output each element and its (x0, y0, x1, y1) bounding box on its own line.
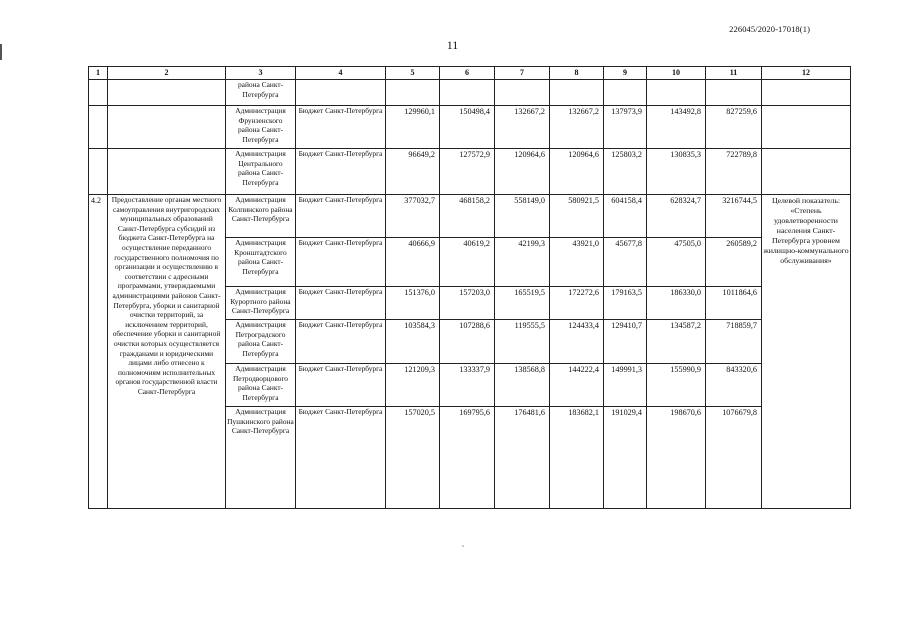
cell-value: 129960,1 (386, 106, 440, 149)
cell-value (604, 80, 647, 106)
cell-value: 155990,9 (647, 364, 706, 407)
cell-source: Бюджет Санкт-Петербурга (296, 407, 386, 509)
cell-value: 722789,8 (706, 149, 762, 195)
cell-value: 107288,6 (440, 320, 495, 364)
column-header: 12 (762, 67, 851, 80)
cell-value: 120964,6 (550, 149, 604, 195)
cell-source (296, 80, 386, 106)
cell-value (647, 80, 706, 106)
budget-table (88, 66, 851, 509)
column-header: 2 (108, 67, 226, 80)
cell-value: 134587,2 (647, 320, 706, 364)
cell-value: 96649,2 (386, 149, 440, 195)
column-header: 9 (604, 67, 647, 80)
table-row (89, 80, 851, 106)
cell-number (89, 80, 108, 106)
cell-executor: Администрация Кронштадтского района Санкт-Петербурга (226, 238, 296, 287)
cell-source: Бюджет Санкт-Петербурга (296, 320, 386, 364)
cell-value: 42199,3 (495, 238, 550, 287)
cell-value: 558149,0 (495, 195, 550, 238)
cell-value (495, 80, 550, 106)
cell-description (108, 149, 226, 195)
cell-value: 604158,4 (604, 195, 647, 238)
cell-indicator (762, 149, 851, 195)
cell-value: 3216744,5 (706, 195, 762, 238)
cell-value: 183682,1 (550, 407, 604, 509)
target-indicator: Целевой показатель: «Степень удовлетворенности населения Санкт-Петербурга уровнем жилищно-коммунального обслуживания» (762, 195, 851, 509)
cell-value: 119555,5 (495, 320, 550, 364)
column-header: 7 (495, 67, 550, 80)
cell-value: 628324,7 (647, 195, 706, 238)
cell-value: 40619,2 (440, 238, 495, 287)
cell-value (550, 80, 604, 106)
cell-value: 121209,3 (386, 364, 440, 407)
cell-value: 150498,4 (440, 106, 495, 149)
header-row (89, 67, 851, 80)
cell-value: 157020,5 (386, 407, 440, 509)
column-header: 10 (647, 67, 706, 80)
cell-value: 132667,2 (550, 106, 604, 149)
cell-executor: Администрация Колпинского района Санкт-Петербурга (226, 195, 296, 238)
column-header: 3 (226, 67, 296, 80)
cell-value: 377032,7 (386, 195, 440, 238)
cell-value: 169795,6 (440, 407, 495, 509)
cell-value: 103584,3 (386, 320, 440, 364)
cell-executor: района Санкт-Петербурга (226, 80, 296, 106)
cell-description (108, 80, 226, 106)
table-row (89, 106, 851, 149)
document-id: 226045/2020-17018(1) (729, 24, 810, 34)
cell-value (440, 80, 495, 106)
cell-value: 124433,4 (550, 320, 604, 364)
column-header: 5 (386, 67, 440, 80)
cell-value: 1076679,8 (706, 407, 762, 509)
cell-value: 138568,8 (495, 364, 550, 407)
cell-executor: Администрация Фрунзенского района Санкт-Петербурга (226, 106, 296, 149)
cell-source: Бюджет Санкт-Петербурга (296, 238, 386, 287)
cell-value: 1011864,6 (706, 287, 762, 320)
column-header: 1 (89, 67, 108, 80)
cell-value: 176481,6 (495, 407, 550, 509)
cell-source: Бюджет Санкт-Петербурга (296, 287, 386, 320)
cell-value: 129410,7 (604, 320, 647, 364)
cell-value: 43921,0 (550, 238, 604, 287)
cell-source: Бюджет Санкт-Петербурга (296, 364, 386, 407)
cell-value: 827259,6 (706, 106, 762, 149)
table-row (89, 149, 851, 195)
cell-value: 165519,5 (495, 287, 550, 320)
cell-number (89, 149, 108, 195)
cell-value: 132667,2 (495, 106, 550, 149)
cell-value: 172272,6 (550, 287, 604, 320)
cell-source: Бюджет Санкт-Петербурга (296, 195, 386, 238)
cell-value: 468158,2 (440, 195, 495, 238)
cell-executor: Администрация Петродворцового района Санкт-Петербурга (226, 364, 296, 407)
cell-indicator (762, 106, 851, 149)
cell-value: 186330,0 (647, 287, 706, 320)
cell-value: 125803,2 (604, 149, 647, 195)
cell-value: 157203,0 (440, 287, 495, 320)
scan-speck (462, 545, 464, 547)
cell-indicator (762, 80, 851, 106)
cell-description (108, 106, 226, 149)
cell-value: 580921,5 (550, 195, 604, 238)
cell-value: 179163,5 (604, 287, 647, 320)
cell-value (386, 80, 440, 106)
cell-executor: Администрация Пушкинского района Санкт-Петербурга (226, 407, 296, 509)
cell-value: 198670,6 (647, 407, 706, 509)
cell-executor: Администрация Курортного района Санкт-Петербурга (226, 287, 296, 320)
cell-value: 45677,8 (604, 238, 647, 287)
cell-value: 149991,3 (604, 364, 647, 407)
item-number: 4.2 (89, 195, 108, 509)
cell-value: 127572,9 (440, 149, 495, 195)
table-row (89, 195, 851, 238)
cell-value: 133337,9 (440, 364, 495, 407)
cell-value: 151376,0 (386, 287, 440, 320)
cell-value: 143492,8 (647, 106, 706, 149)
cell-value: 191029,4 (604, 407, 647, 509)
cell-source: Бюджет Санкт-Петербурга (296, 106, 386, 149)
cell-value (706, 80, 762, 106)
cell-value: 137973,9 (604, 106, 647, 149)
cell-value: 260589,2 (706, 238, 762, 287)
cell-value: 47505,0 (647, 238, 706, 287)
column-header: 8 (550, 67, 604, 80)
cell-source: Бюджет Санкт-Петербурга (296, 149, 386, 195)
page-number: 11 (446, 38, 459, 52)
cell-value: 130835,3 (647, 149, 706, 195)
cell-executor: Администрация Центрального района Санкт-Петербурга (226, 149, 296, 195)
cell-value: 120964,6 (495, 149, 550, 195)
column-header: 6 (440, 67, 495, 80)
column-header: 11 (706, 67, 762, 80)
cell-value: 718859,7 (706, 320, 762, 364)
cell-value: 843320,6 (706, 364, 762, 407)
cell-value: 40666,9 (386, 238, 440, 287)
item-description: Предоставление органам местного самоуправления внутригородских муниципальных образований Санкт-Петербурга субсидий из бюджета Санкт-Петербурга на осуществление переданного государственного полномочия по организации и осуществлению в соответствии с адресными программами, утверждаемыми администрациями районов Санкт-Петербурга, уборки и санитарной очистки территорий, за исключением территорий, обеспечение уборки и санитарной очистки которых осуществляется гражданами и юридическими лицами либо отнесено к полномочиям исполнительных органов государственной власти Санкт-Петербурга (108, 195, 226, 509)
cell-number (89, 106, 108, 149)
cell-value: 144222,4 (550, 364, 604, 407)
column-header: 4 (296, 67, 386, 80)
cell-executor: Администрация Петроградского района Санкт-Петербурга (226, 320, 296, 364)
